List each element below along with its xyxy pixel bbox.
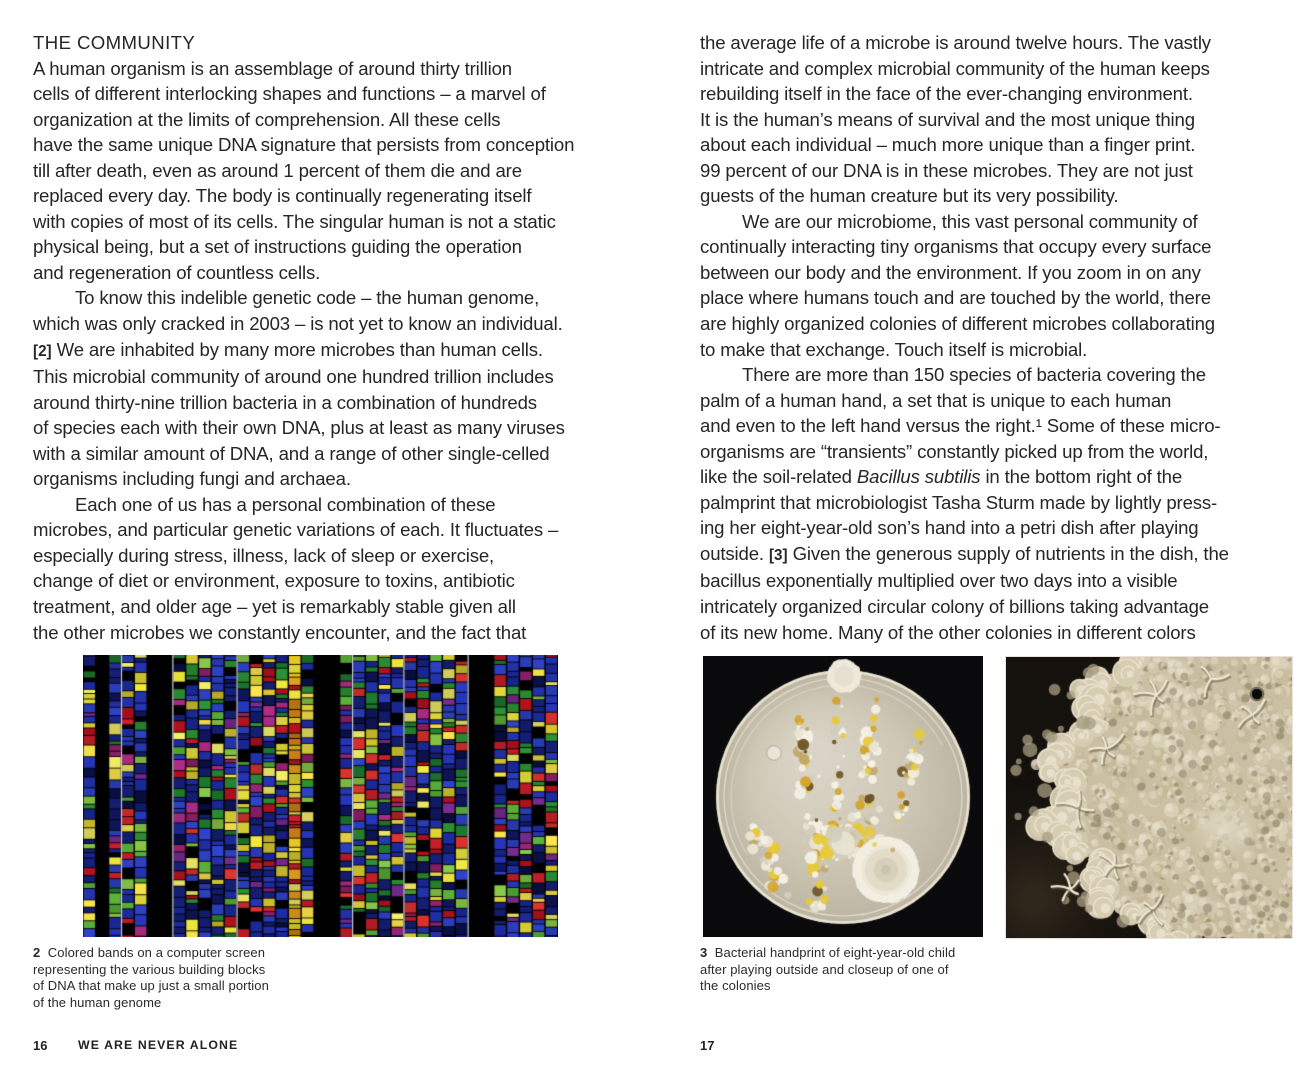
paragraph: the average life of a microbe is around twelve hours. The vastly intricate and complex microbial community of the human keeps rebuilding itself in the face of the ever-changing environment. It is the human’s means of survival and the most unique thing about each individual – much more unique than a finger print. 99 percent of our DNA is in these microbes. They are not just guests of the human creature but its very possibility. [700, 32, 1211, 207]
petri-dish-handprint-figure [703, 656, 983, 937]
right-page [700, 30, 1292, 645]
paragraph: To know this indelible genetic code – the human genome, which was only cracked in 2003 – is not yet to know an individual. [2] We are inhabited by many more microbes than human cells. This microbial community of around one hundred trillion includes around thirty-nine trillion bacteria in a combination of hundreds of species each with their own DNA, plus at least as many viruses with a similar amount of DNA, and a range of other single-celled organisms including fungi and archaea. [33, 287, 565, 490]
page-number-left: 16 [33, 1038, 48, 1053]
page-number-right: 17 [700, 1038, 715, 1053]
caption-number: 3 [700, 945, 708, 960]
figure-caption-3: 3 Bacterial handprint of eight-year-old child after playing outside and closeup of one of the colonies [700, 945, 956, 994]
right-body-text [700, 30, 1292, 645]
left-body-text [33, 56, 633, 646]
running-title: WE ARE NEVER ALONE [78, 1038, 239, 1052]
caption-number: 2 [33, 945, 41, 960]
left-page [33, 30, 633, 645]
section-heading: THE COMMUNITY [33, 32, 196, 53]
paragraph: Each one of us has a personal combination of these microbes, and particular genetic variations of each. It fluctuates – especially during stress, illness, lack of sleep or exercise, change of diet or environment, exposure to toxins, antibiotic treatment, and older age – yet is remarkably stable given all the other microbes we constantly encounter, and the fact that [33, 493, 559, 643]
figure-caption-2: 2 Colored bands on a computer screen representing the various building blocks of DNA that make up just a small portion of the human genome [33, 945, 269, 1010]
paragraph: We are our microbiome, this vast personal community of continually interacting tiny organisms that occupy every surface between our body and the environment. If you zoom in on any place where humans touch and are touched by the world, there are highly organized colonies of different microbes collaborating to make that exchange. Touch itself is microbial. [700, 210, 1215, 360]
paragraph: A human organism is an assemblage of around thirty trillion cells of different interlocking shapes and functions – a marvel of organization at the limits of comprehension. All these cells have the same unique DNA signature that persists from conception till after death, even as around 1 percent of them die and are replaced every day. The body is continually regenerating itself with copies of most of its cells. The singular human is not a static physical being, but a set of instructions guiding the operation and regeneration of countless cells. [33, 57, 575, 283]
paragraph: There are more than 150 species of bacteria covering the palm of a human hand, a set that is unique to each human and even to the left hand versus the right.¹ Some of these micro- organisms are “transients” constantly picked up from the world, like the soil-related Bacillus subtilis in the bottom right of the palmprint that microbiologist Tasha Sturm made by lightly press- ing her eight-year-old son’s hand into a petri dish after playing outside. [3] Given the generous supply of nutrients in the dish, the bacillus exponentially multiplied over two days into a visible intricately organized circular colony of billions taking advantage of its new home. Many of the other colonies in different colors [700, 364, 1229, 643]
colony-closeup-figure [1005, 656, 1293, 939]
dna-bands-figure [83, 655, 558, 937]
